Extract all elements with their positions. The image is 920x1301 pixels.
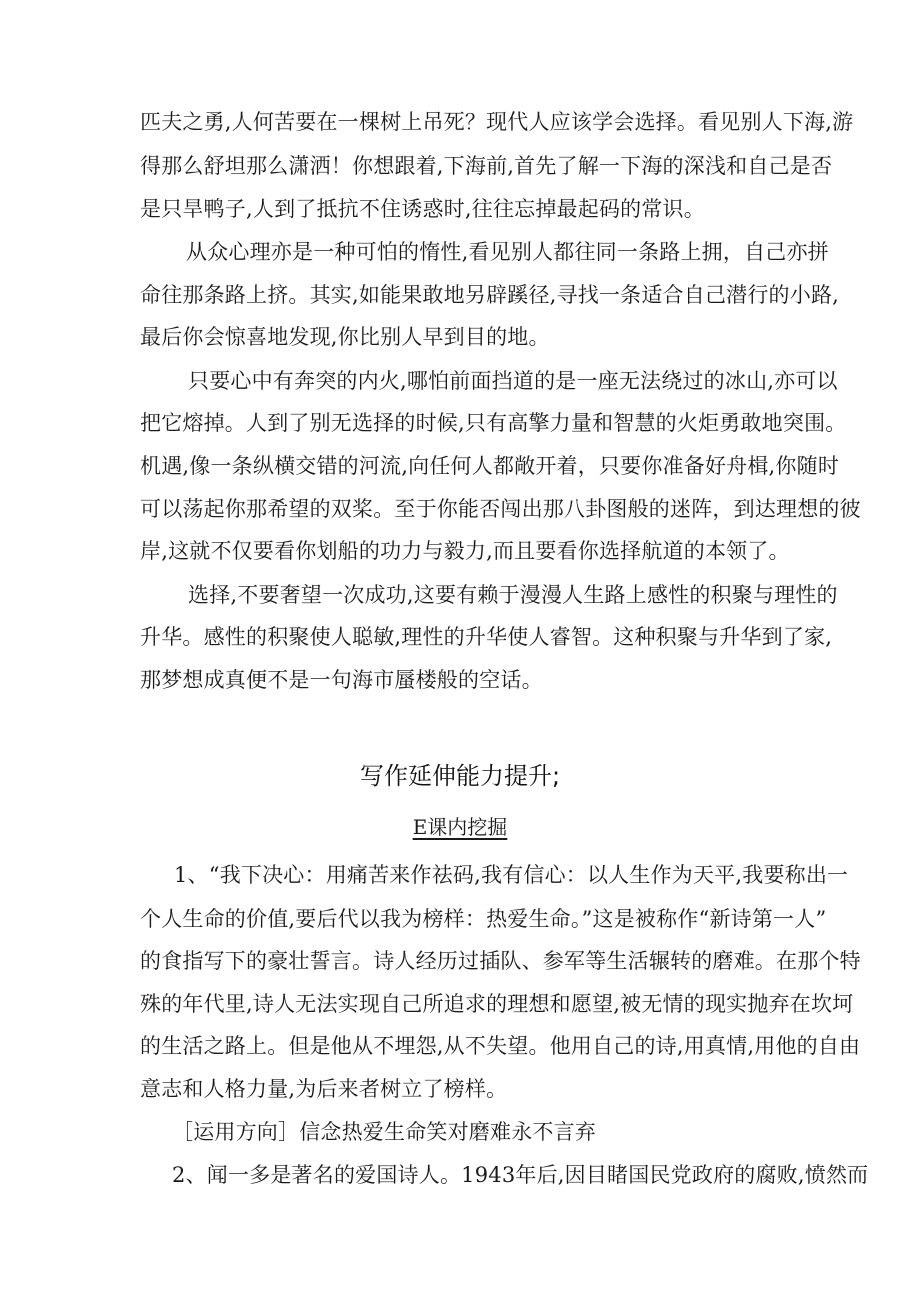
paragraph-line: 命往那条路上挤。其实,如能果敢地另辟蹊径,寻找一条适合自己潜行的小路, (140, 283, 840, 307)
item-line: 个人生命的价值,要后代以我为榜样：热爱生命。”这是被称作“新诗第一人” (140, 907, 827, 931)
item-line: 意志和人格力量,为后来者树立了榜样。 (140, 1077, 508, 1101)
paragraph-line: 可以荡起你那希望的双桨。至于你能否闯出那八卦图般的迷阵，到达理想的彼 (140, 497, 861, 521)
application-direction: ［运用方向］信念热爱生命笑对磨难永不言弃 (172, 1120, 596, 1144)
paragraph-line: 只要心中有奔突的内火,哪怕前面挡道的是一座无法绕过的冰山,亦可以 (188, 369, 838, 393)
section-title: 写作延伸能力提升; (359, 762, 561, 790)
paragraph-line: 选择,不要奢望一次成功,这要有赖于漫漫人生路上感性的积聚与理性的 (188, 583, 838, 607)
paragraph-line: 得那么舒坦那么潇洒！你想跟着,下海前,首先了解一下海的深浅和自己是否 (140, 154, 833, 178)
section-subtitle-text: E课内挖掘 (412, 815, 508, 839)
item-line: 殊的年代里,诗人无法实现自己所追求的理想和愿望,被无情的现实抛弃在坎坷 (140, 992, 854, 1016)
item-line: 的食指写下的豪壮誓言。诗人经历过插队、参军等生活辗转的磨难。在那个特 (140, 949, 861, 973)
paragraph-line: 岸,这就不仅要看你划船的功力与毅力,而且要看你选择航道的本领了。 (140, 539, 790, 563)
paragraph-line: 最后你会惊喜地发现,你比别人早到目的地。 (140, 325, 550, 349)
paragraph-line: 那梦想成真便不是一句海市蜃楼般的空话。 (140, 668, 543, 692)
paragraph-line: 升华。感性的积聚使人聪敏,理性的升华使人睿智。这种积聚与升华到了家, (140, 625, 833, 649)
paragraph-line: 机遇,像一条纵横交错的河流,向任何人都敞开着，只要你准备好舟楫,你随时 (140, 454, 840, 478)
paragraph-line: 从众心理亦是一种可怕的惰性,看见别人都往同一条路上拥，自己亦拼 (186, 240, 829, 264)
item-line: 2、闻一多是著名的爱国诗人。1943年后,因目睹国民党政府的腐败,愤然而 (172, 1163, 869, 1187)
paragraph-line: 把它熔掉。人到了别无选择的时候,只有高擎力量和智慧的火炬勇敢地突围。 (140, 411, 847, 435)
paragraph-line: 是只旱鸭子,人到了抵抗不住诱惑时,往往忘掉最起码的常识。 (140, 197, 705, 221)
paragraph-line: 匹夫之勇,人何苦要在一棵树上吊死？现代人应该学会选择。看见别人下海,游 (140, 110, 854, 134)
item-line: 的生活之路上。但是他从不埋怨,从不失望。他用自己的诗,用真情,用他的自由 (140, 1034, 861, 1058)
section-subtitle (0, 814, 920, 840)
item-line: 1、“我下决心：用痛苦来作祛码,我有信心：以人生作为天平,我要称出一 (174, 863, 849, 887)
